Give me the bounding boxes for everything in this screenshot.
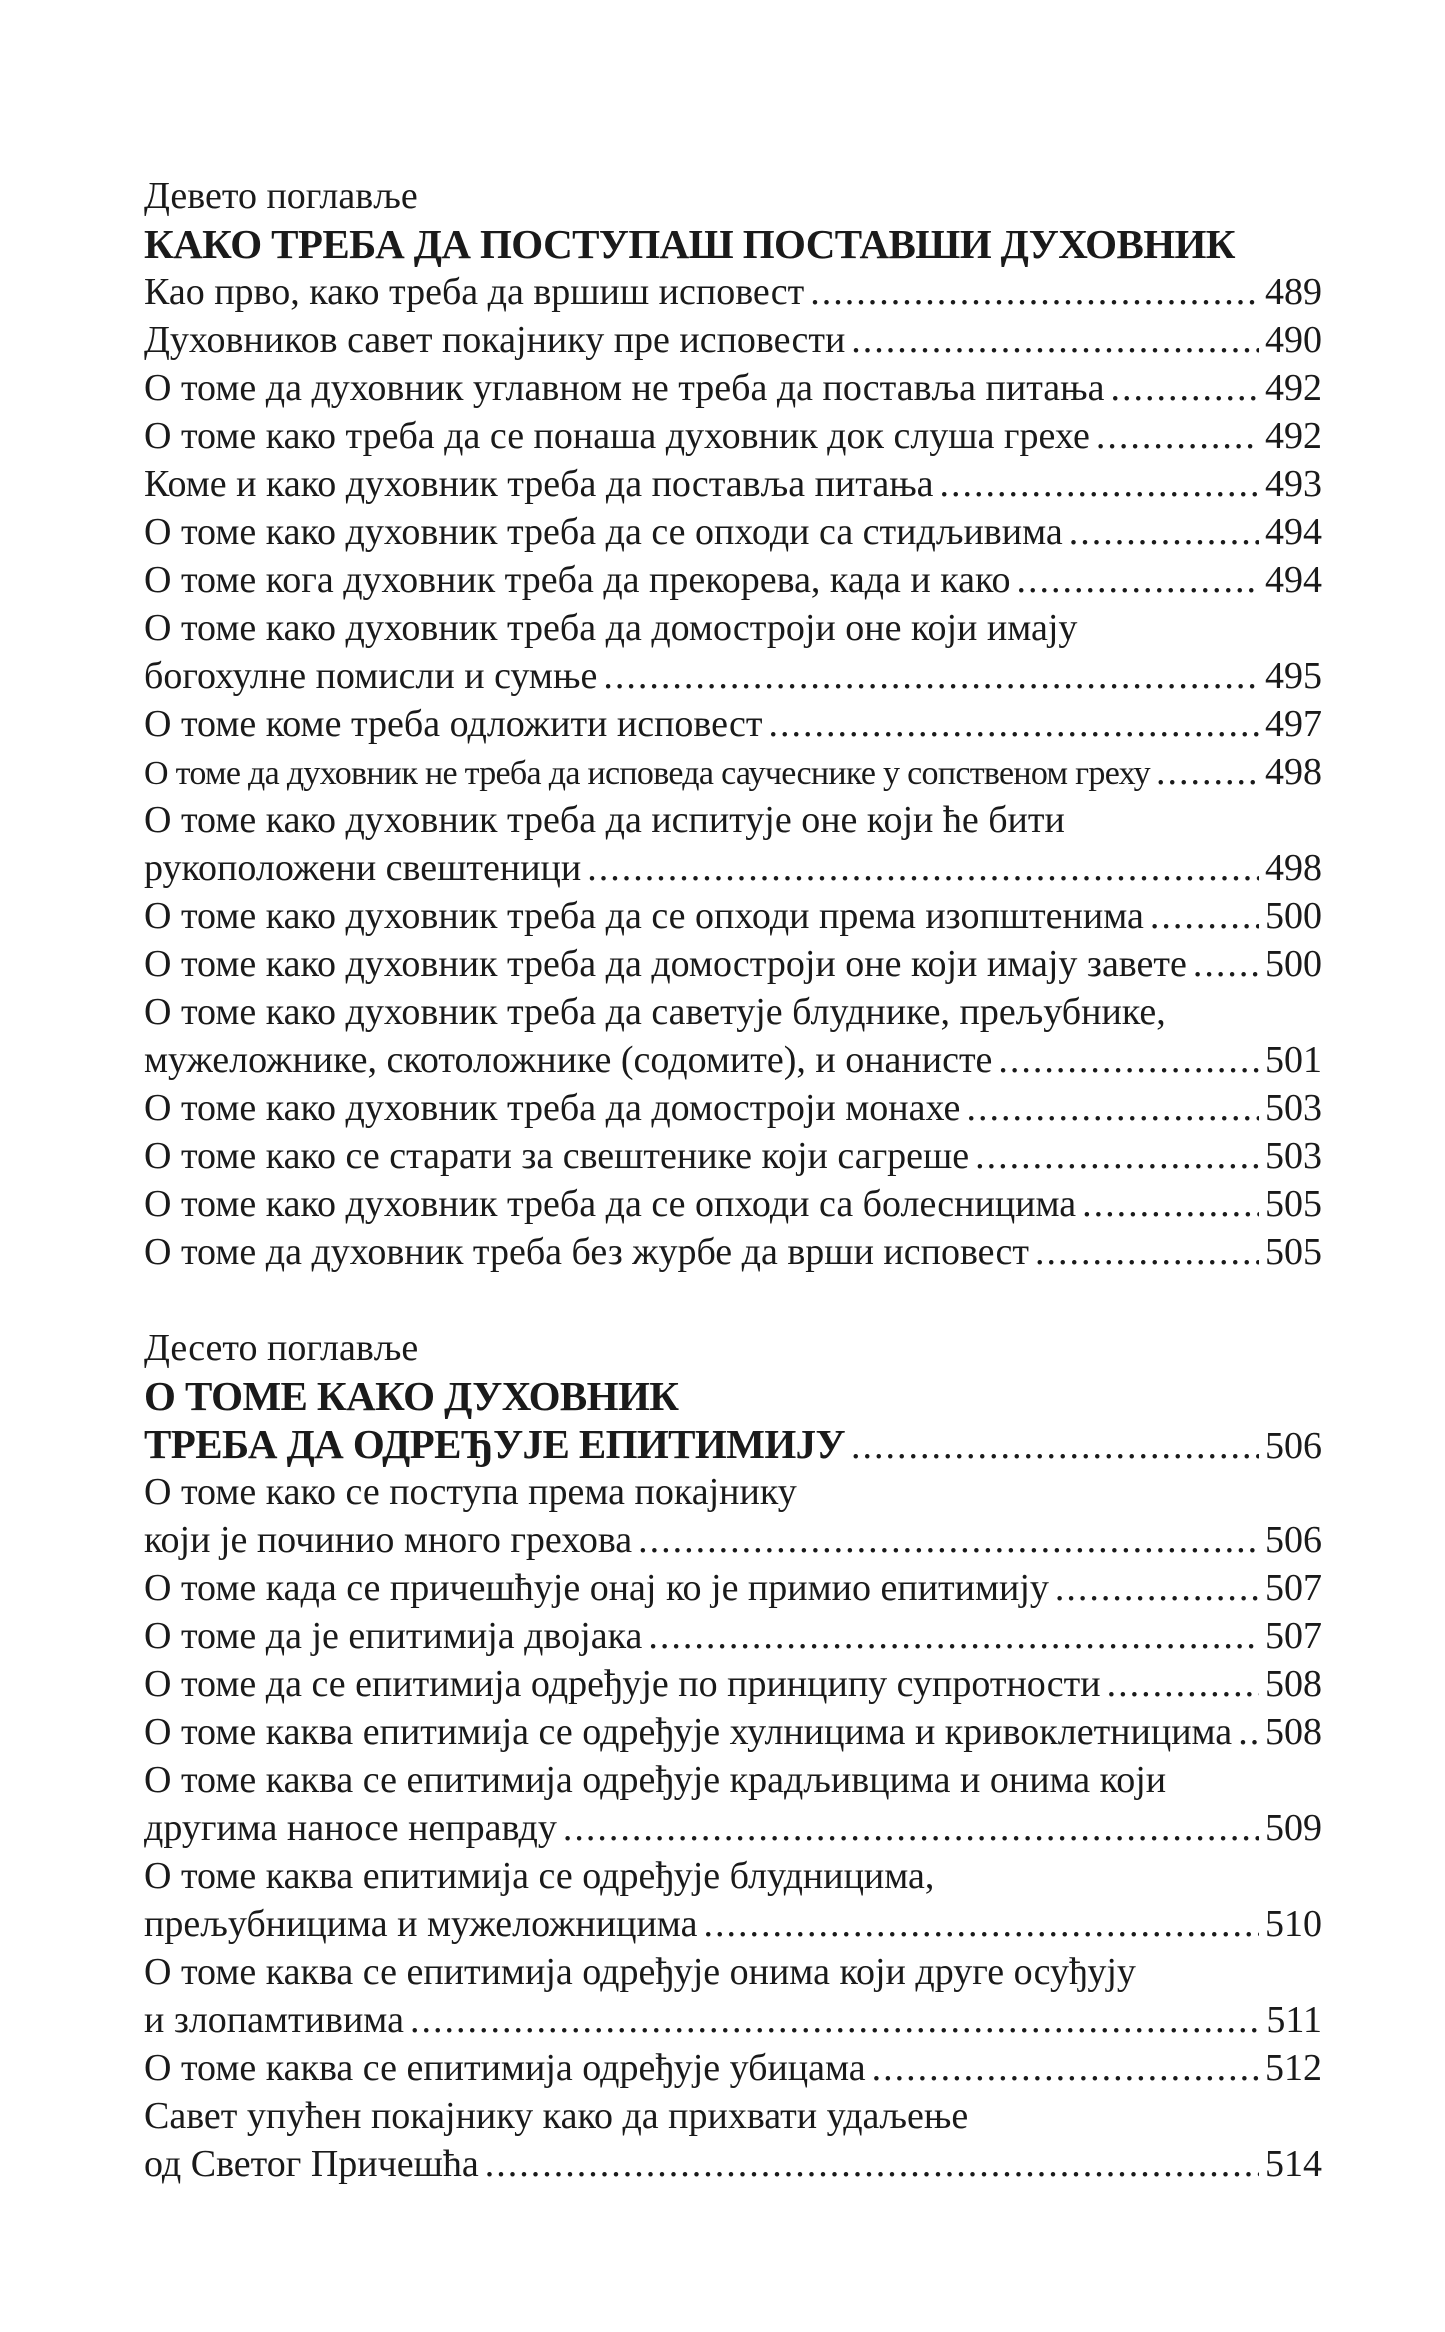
- toc-entry: [144, 1756, 1322, 1852]
- toc-entry-page: 512: [1265, 2047, 1322, 2089]
- toc-entry-page: 508: [1265, 1663, 1322, 1705]
- toc-entry: [144, 268, 1322, 316]
- chapter-9-title: КАКО ТРЕБА ДА ПОСТУПАШ ПОСТАВШИ ДУХОВНИК: [144, 221, 1235, 267]
- dot-leader: [851, 1422, 1259, 1470]
- dot-leader: [1055, 1564, 1259, 1612]
- toc-entry-title: који је починио много грехова: [144, 1519, 633, 1561]
- toc-entry-last-line: [144, 1660, 1322, 1708]
- toc-entry-last-line: [144, 1900, 1322, 1948]
- toc-entry-last-line: [144, 892, 1322, 940]
- dot-leader: [1069, 508, 1259, 556]
- toc-entry-last-line: [144, 1804, 1322, 1852]
- toc-entry-last-line: [144, 316, 1322, 364]
- toc-entry-page: 511: [1266, 1999, 1322, 2041]
- toc-entry-last-line: [144, 364, 1322, 412]
- dot-leader: [940, 460, 1259, 508]
- toc-entry-page: 497: [1265, 703, 1322, 745]
- chapter-10-title-page: 506: [1265, 1425, 1322, 1467]
- dot-leader: [851, 316, 1259, 364]
- dot-leader: [410, 1996, 1260, 2044]
- dot-leader: [485, 2140, 1259, 2188]
- toc-entry-page: 510: [1265, 1903, 1322, 1945]
- table-of-contents: [144, 172, 1322, 2188]
- toc-entry-title: мужеложнике, скотоложнике (содомите), и онанисте: [144, 1039, 993, 1081]
- toc-entry-last-line: [144, 1132, 1322, 1180]
- toc-entry-last-line: [144, 268, 1322, 316]
- toc-entry-title: О томе како духовник треба да домостроји оне који имају завете: [144, 943, 1187, 985]
- dot-leader: [1017, 556, 1259, 604]
- toc-entry-last-line: [144, 1228, 1322, 1276]
- toc-entry-page: 500: [1265, 943, 1322, 985]
- toc-entry-title: рукоположени свештеници: [144, 847, 582, 889]
- toc-entry-line: О томе каква се епитимија одређује онима који друге осуђују: [144, 1951, 1136, 1993]
- toc-entry-page: 490: [1265, 319, 1322, 361]
- toc-entry-page: 505: [1265, 1183, 1322, 1225]
- toc-entry-page: 494: [1265, 511, 1322, 553]
- toc-entry-last-line: [144, 2140, 1322, 2188]
- toc-entry-page: 503: [1265, 1087, 1322, 1129]
- toc-entry-last-line: [144, 700, 1322, 748]
- toc-entry: [144, 1852, 1322, 1948]
- toc-entry-last-line: [144, 1084, 1322, 1132]
- toc-entry: [144, 2092, 1322, 2188]
- toc-entry-title: О томе каква епитимија се одређује хулницима и кривоклетницима: [144, 1711, 1233, 1753]
- toc-entry: [144, 1180, 1322, 1228]
- chapter-9-label: Девето поглавље: [144, 175, 418, 217]
- toc-entry-page: 492: [1265, 415, 1322, 457]
- toc-entry: [144, 1708, 1322, 1756]
- toc-entry: [144, 796, 1322, 892]
- chapter-9-entries: [144, 268, 1322, 1276]
- dot-leader: [703, 1900, 1259, 1948]
- toc-entry-title: О томе како духовник треба да се опходи са болесницима: [144, 1183, 1077, 1225]
- toc-entry-title: прељубницима и мужеложницима: [144, 1903, 698, 1945]
- toc-entry-page: 507: [1265, 1615, 1322, 1657]
- toc-entry-page: 506: [1265, 1519, 1322, 1561]
- chapter-10-title-line-2: [144, 1420, 1322, 1468]
- dot-leader: [1238, 1708, 1259, 1756]
- toc-entry-title: О томе да духовник не треба да исповеда саучеснике у сопственом греху: [144, 755, 1150, 792]
- toc-entry: [144, 460, 1322, 508]
- toc-entry-page: 501: [1265, 1039, 1322, 1081]
- dot-leader: [975, 1132, 1259, 1180]
- toc-entry-line: О томе како духовник треба да испитује оне који ће бити: [144, 799, 1065, 841]
- toc-entry: [144, 2044, 1322, 2092]
- dot-leader: [638, 1516, 1259, 1564]
- toc-entry-page: 507: [1265, 1567, 1322, 1609]
- chapter-10-entries: [144, 1468, 1322, 2188]
- toc-entry-title: О томе каква се епитимија одређује убицама: [144, 2047, 866, 2089]
- toc-entry-title: О томе како треба да се понаша духовник док слуша грехе: [144, 415, 1090, 457]
- toc-entry: [144, 1084, 1322, 1132]
- toc-entry-title: О томе кога духовник треба да прекорева, када и како: [144, 559, 1011, 601]
- toc-entry-title: О томе како се старати за свештенике који сагреше: [144, 1135, 970, 1177]
- toc-entry-title: од Светог Причешћа: [144, 2143, 479, 2185]
- toc-entry-page: 495: [1265, 655, 1322, 697]
- dot-leader: [1096, 412, 1259, 460]
- toc-entry-page: 498: [1265, 751, 1322, 793]
- toc-entry-line: О томе каква епитимија се одређује блудницима,: [144, 1855, 935, 1897]
- toc-entry: [144, 748, 1322, 796]
- dot-leader: [872, 2044, 1259, 2092]
- toc-entry: [144, 1612, 1322, 1660]
- toc-entry-line: О томе како се поступа према покајнику: [144, 1471, 797, 1513]
- toc-entry-line: О томе како духовник треба да саветује блуднике, прељубнике,: [144, 991, 1166, 1033]
- toc-entry-title: О томе да духовник треба без журбе да врши исповест: [144, 1231, 1029, 1273]
- toc-entry-page: 492: [1265, 367, 1322, 409]
- toc-entry: [144, 940, 1322, 988]
- toc-entry-last-line: [144, 1516, 1322, 1564]
- toc-entry-title: О томе коме треба одложити исповест: [144, 703, 763, 745]
- toc-entry-line: Савет упућен покајнику како да прихвати удаљење: [144, 2095, 969, 2137]
- toc-entry: [144, 364, 1322, 412]
- toc-entry: [144, 508, 1322, 556]
- toc-entry-title: О томе да се епитимија одређује по принципу супротности: [144, 1663, 1101, 1705]
- dot-leader: [1150, 892, 1259, 940]
- toc-entry-last-line: [144, 460, 1322, 508]
- toc-entry-page: 509: [1265, 1807, 1322, 1849]
- toc-entry: [144, 988, 1322, 1084]
- toc-entry: [144, 1468, 1322, 1564]
- toc-entry-last-line: [144, 844, 1322, 892]
- toc-entry: [144, 556, 1322, 604]
- dot-leader: [563, 1804, 1259, 1852]
- toc-entry: [144, 316, 1322, 364]
- dot-leader: [1156, 748, 1259, 796]
- toc-entry-line: О томе каква се епитимија одређује крадљивцима и онима који: [144, 1759, 1167, 1801]
- dot-leader: [587, 844, 1259, 892]
- toc-entry-title: Коме и како духовник треба да поставља питања: [144, 463, 934, 505]
- dot-leader: [966, 1084, 1259, 1132]
- toc-entry-title: Духовников савет покајнику пре исповести: [144, 319, 846, 361]
- toc-entry-last-line: [144, 652, 1322, 700]
- toc-entry-last-line: [144, 1996, 1322, 2044]
- toc-entry-last-line: [144, 1612, 1322, 1660]
- toc-entry-line: О томе како духовник треба да домостроји оне који имају: [144, 607, 1078, 649]
- toc-entry-last-line: [144, 1180, 1322, 1228]
- toc-entry-last-line: [144, 1564, 1322, 1612]
- chapter-10-title-text: ТРЕБА ДА ОДРЕЂУЈЕ ЕПИТИМИЈУ: [144, 1421, 845, 1467]
- toc-entry-title: богохулне помисли и сумње: [144, 655, 598, 697]
- dot-leader: [1035, 1228, 1259, 1276]
- toc-entry: [144, 1948, 1322, 2044]
- dot-leader: [768, 700, 1259, 748]
- toc-entry-last-line: [144, 2044, 1322, 2092]
- toc-entry: [144, 1660, 1322, 1708]
- toc-entry-page: 503: [1265, 1135, 1322, 1177]
- toc-entry: [144, 1228, 1322, 1276]
- toc-entry-title: и злопамтивима: [144, 1999, 404, 2041]
- section-spacer: [144, 1276, 1322, 1324]
- toc-entry: [144, 1132, 1322, 1180]
- chapter-10-label: Десето поглавље: [144, 1327, 419, 1369]
- toc-entry-last-line: [144, 412, 1322, 460]
- toc-entry-title: другима наносе неправду: [144, 1807, 557, 1849]
- toc-entry: [144, 412, 1322, 460]
- toc-entry-title: О томе када се причешћује онај ко је примио епитимију: [144, 1567, 1049, 1609]
- toc-entry: [144, 700, 1322, 748]
- toc-entry-page: 505: [1265, 1231, 1322, 1273]
- chapter-10-title-line-1: О ТОМЕ КАКО ДУХОВНИК: [144, 1373, 679, 1419]
- toc-entry: [144, 1564, 1322, 1612]
- dot-leader: [998, 1036, 1259, 1084]
- toc-entry-title: О томе како духовник треба да домостроји монахе: [144, 1087, 961, 1129]
- dot-leader: [603, 652, 1259, 700]
- toc-entry-title: О томе како духовник треба да се опходи према изопштенима: [144, 895, 1144, 937]
- toc-entry-title: О томе да духовник углавном не треба да поставља питања: [144, 367, 1105, 409]
- toc-entry-page: 498: [1265, 847, 1322, 889]
- dot-leader: [1082, 1180, 1259, 1228]
- toc-entry-last-line: [144, 748, 1322, 796]
- toc-entry-title: О томе да је епитимија двојака: [144, 1615, 643, 1657]
- toc-entry-last-line: [144, 508, 1322, 556]
- dot-leader: [1193, 940, 1259, 988]
- toc-entry-page: 493: [1265, 463, 1322, 505]
- toc-entry-page: 514: [1265, 2143, 1322, 2185]
- toc-entry-title: О томе како духовник треба да се опходи са стидљивима: [144, 511, 1063, 553]
- toc-entry-page: 494: [1265, 559, 1322, 601]
- toc-entry: [144, 892, 1322, 940]
- toc-entry-last-line: [144, 1708, 1322, 1756]
- dot-leader: [648, 1612, 1259, 1660]
- toc-entry-title: Као прво, како треба да вршиш исповест: [144, 271, 805, 313]
- toc-entry-page: 500: [1265, 895, 1322, 937]
- dot-leader: [1107, 1660, 1259, 1708]
- toc-entry-last-line: [144, 556, 1322, 604]
- dot-leader: [810, 268, 1259, 316]
- toc-entry-last-line: [144, 1036, 1322, 1084]
- toc-entry-page: 489: [1265, 271, 1322, 313]
- toc-entry-last-line: [144, 940, 1322, 988]
- toc-entry-page: 508: [1265, 1711, 1322, 1753]
- toc-entry: [144, 604, 1322, 700]
- dot-leader: [1111, 364, 1259, 412]
